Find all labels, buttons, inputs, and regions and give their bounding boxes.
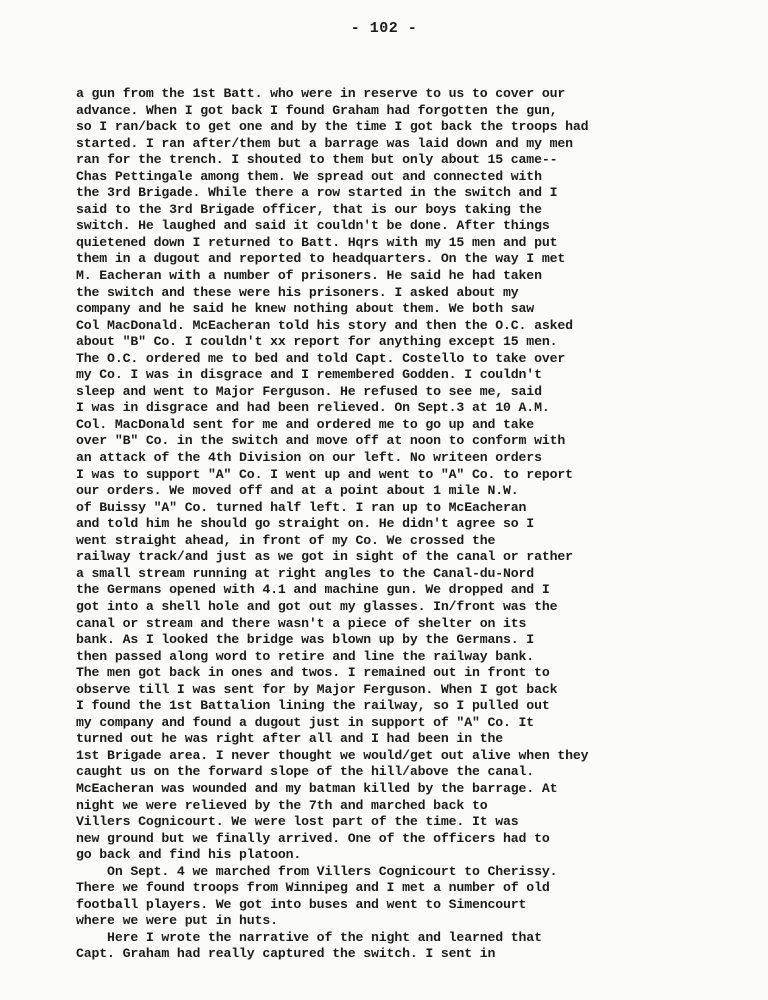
text-line: There we found troops from Winnipeg and I met a number of old: [76, 880, 550, 896]
text-line: Here I wrote the narrative of the night and learned that: [76, 929, 542, 945]
text-line: of Buissy "A" Co. turned half left. I ran up to McEacheran: [76, 499, 527, 515]
text-line: then passed along word to retire and line the railway bank.: [76, 648, 535, 664]
body-text: [76, 86, 716, 963]
text-line: football players. We got into buses and went to Simencourt: [76, 896, 527, 912]
text-line: so I ran/back to get one and by the time I got back the troops had: [76, 119, 589, 135]
text-line: went straight ahead, in front of my Co. We crossed the: [76, 532, 496, 548]
text-line: On Sept. 4 we marched from Villers Cognicourt to Cherissy.: [76, 863, 558, 879]
text-line: I was in disgrace and had been relieved. On Sept.3 at 10 A.M.: [76, 400, 550, 416]
text-line: M. Eacheran with a number of prisoners. He said he had taken: [76, 268, 542, 284]
text-line: an attack of the 4th Division on our left. No writeen orders: [76, 450, 542, 466]
text-line: sleep and went to Major Ferguson. He refused to see me, said: [76, 383, 542, 399]
text-line: railway track/and just as we got in sight of the canal or rather: [76, 549, 573, 565]
text-line: Col MacDonald. McEacheran told his story and then the O.C. asked: [76, 317, 573, 333]
text-line: my company and found a dugout just in support of "A" Co. It: [76, 714, 535, 730]
text-line: canal or stream and there wasn't a piece of shelter on its: [76, 615, 527, 631]
text-line: Chas Pettingale among them. We spread out and connected with: [76, 168, 542, 184]
text-line: I found the 1st Battalion lining the railway, so I pulled out: [76, 698, 550, 714]
text-line: said to the 3rd Brigade officer, that is our boys taking the: [76, 201, 542, 217]
text-line: quietened down I returned to Batt. Hqrs with my 15 men and put: [76, 234, 558, 250]
text-line: my Co. I was in disgrace and I remembered Godden. I couldn't: [76, 367, 542, 383]
text-line: caught us on the forward slope of the hill/above the canal.: [76, 764, 535, 780]
text-line: bank. As I looked the bridge was blown up by the Germans. I: [76, 632, 535, 648]
text-line: the 3rd Brigade. While there a row started in the switch and I: [76, 185, 558, 201]
text-line: them in a dugout and reported to headquarters. On the way I met: [76, 251, 566, 267]
text-line: and told him he should go straight on. He didn't agree so I: [76, 516, 535, 532]
text-line: The O.C. ordered me to bed and told Capt. Costello to take over: [76, 350, 566, 366]
text-line: the Germans opened with 4.1 and machine gun. We dropped and I: [76, 582, 550, 598]
text-line: I was to support "A" Co. I went up and went to "A" Co. to report: [76, 466, 573, 482]
text-line: Villers Cognicourt. We were lost part of the time. It was: [76, 814, 519, 830]
text-line: got into a shell hole and got out my glasses. In/front was the: [76, 598, 558, 614]
text-line: observe till I was sent for by Major Ferguson. When I got back: [76, 681, 558, 697]
text-line: the switch and these were his prisoners. I asked about my: [76, 284, 519, 300]
text-line: over "B" Co. in the switch and move off at noon to conform with: [76, 433, 566, 449]
text-line: ran for the trench. I shouted to them but only about 15 came--: [76, 152, 558, 168]
text-line: turned out he was right after all and I had been in the: [76, 731, 504, 747]
text-line: company and he said he knew nothing about them. We both saw: [76, 301, 535, 317]
text-line: a small stream running at right angles to the Canal-du-Nord: [76, 565, 535, 581]
text-line: switch. He laughed and said it couldn't be done. After things: [76, 218, 550, 234]
text-line: where we were put in huts.: [76, 913, 278, 929]
text-line: The men got back in ones and twos. I remained out in front to: [76, 665, 550, 681]
text-line: started. I ran after/them but a barrage was laid down and my men: [76, 135, 573, 151]
text-line: 1st Brigade area. I never thought we would/get out alive when they: [76, 747, 589, 763]
text-line: a gun from the 1st Batt. who were in reserve to us to cover our: [76, 86, 566, 101]
text-line: go back and find his platoon.: [76, 847, 302, 863]
text-line: advance. When I got back I found Graham had forgotten the gun,: [76, 102, 558, 118]
text-line: about "B" Co. I couldn't xx report for anything except 15 men.: [76, 334, 558, 350]
text-line: McEacheran was wounded and my batman killed by the barrage. At: [76, 780, 558, 796]
text-line: Col. MacDonald sent for me and ordered me to go up and take: [76, 416, 535, 432]
text-line: our orders. We moved off and at a point about 1 mile N.W.: [76, 483, 519, 499]
text-line: Capt. Graham had really captured the switch. I sent in: [76, 946, 496, 962]
text-line: new ground but we finally arrived. One of the officers had to: [76, 830, 550, 846]
page-number: - 102 -: [350, 20, 418, 37]
text-line: night we were relieved by the 7th and marched back to: [76, 797, 488, 813]
